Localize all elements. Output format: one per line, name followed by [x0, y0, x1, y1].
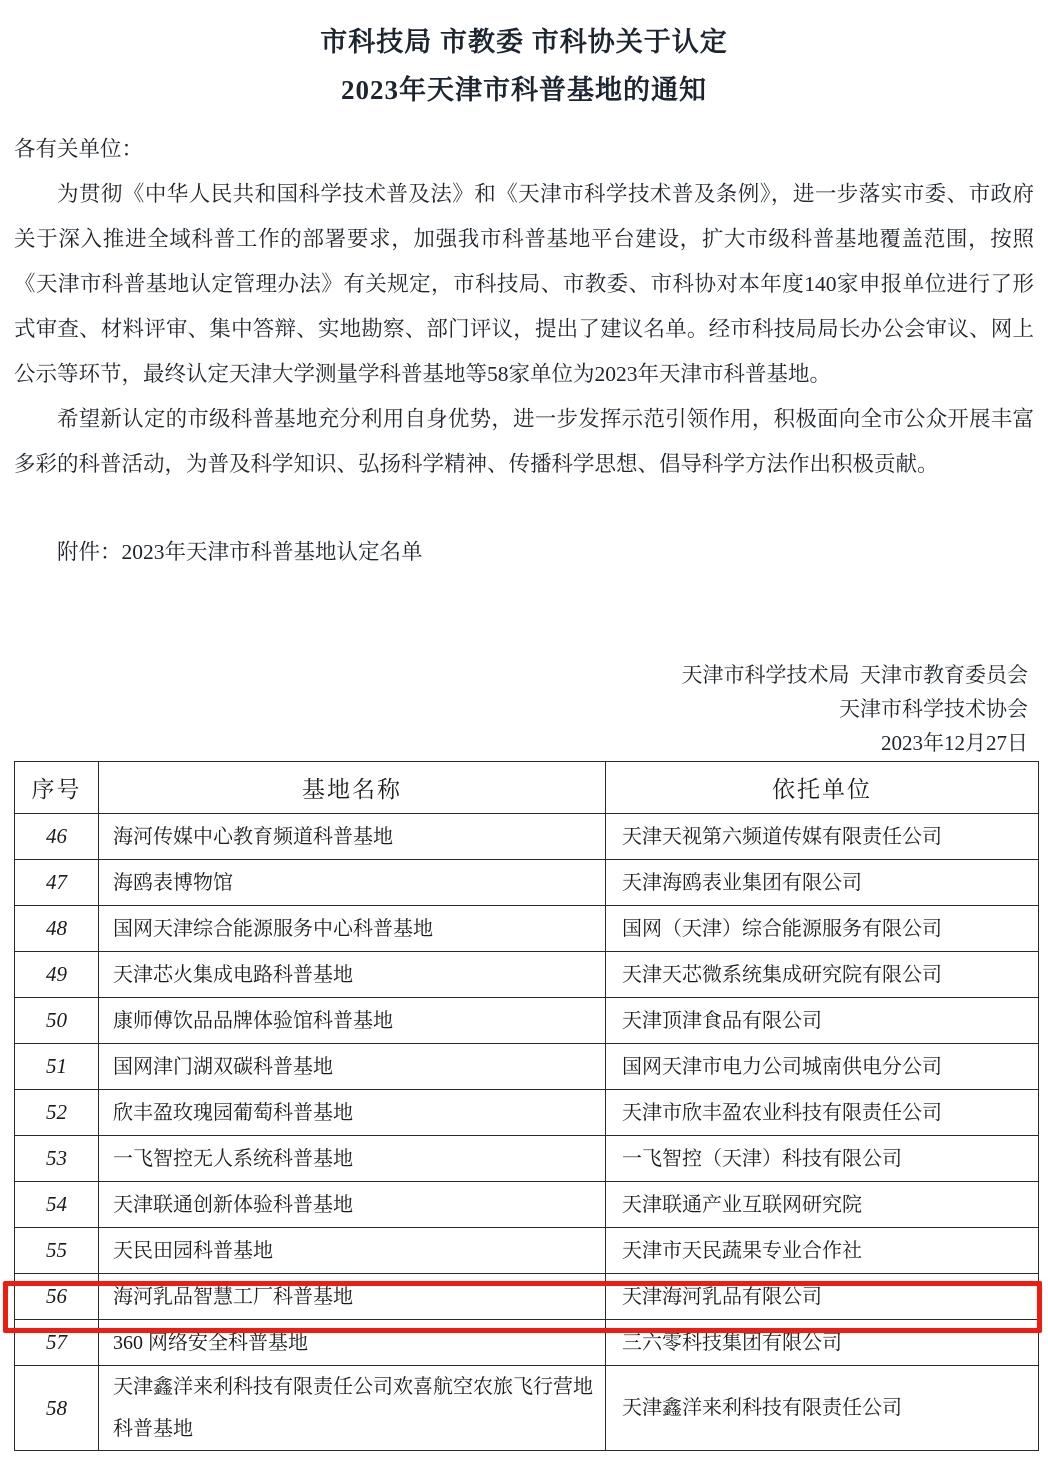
cell-sequence-number: 52: [15, 1090, 99, 1136]
cell-sequence-number: 57: [15, 1320, 99, 1366]
document-body: [0, 114, 1048, 573]
cell-base-name: 一飞智控无人系统科普基地: [99, 1136, 606, 1182]
signature-block: [0, 658, 1048, 760]
cell-base-name: 天津联通创新体验科普基地: [99, 1182, 606, 1228]
issuing-agencies-line-2: 天津市科学技术协会: [839, 697, 1028, 721]
table-row: [15, 1228, 1039, 1274]
column-header-no: 序号: [15, 762, 99, 814]
cell-base-name: 欣丰盈玫瑰园葡萄科普基地: [99, 1090, 606, 1136]
base-list-table: [14, 761, 1039, 1451]
table-row: [15, 1366, 1039, 1451]
table-row: [15, 1136, 1039, 1182]
table-row: [15, 1274, 1039, 1320]
cell-supporting-unit: 天津海河乳品有限公司: [606, 1274, 1039, 1320]
cell-supporting-unit: 天津鑫洋来利科技有限责任公司: [606, 1366, 1039, 1451]
cell-sequence-number: 48: [15, 906, 99, 952]
cell-base-name: 360 网络安全科普基地: [99, 1320, 606, 1366]
cell-supporting-unit: 天津联通产业互联网研究院: [606, 1182, 1039, 1228]
cell-supporting-unit: 天津天芯微系统集成研究院有限公司: [606, 952, 1039, 998]
table-row: [15, 1320, 1039, 1366]
table-header-row: [15, 762, 1039, 814]
page-title: [0, 0, 1048, 114]
cell-base-name: 海河传媒中心教育频道科普基地: [99, 814, 606, 860]
issue-date: 2023年12月27日: [881, 731, 1028, 755]
cell-base-name: 康师傅饮品品牌体验馆科普基地: [99, 998, 606, 1044]
cell-supporting-unit: 天津顶津食品有限公司: [606, 998, 1039, 1044]
base-list-table-wrapper: [14, 761, 1038, 1451]
cell-sequence-number: 51: [15, 1044, 99, 1090]
table-body: [15, 814, 1039, 1451]
cell-sequence-number: 55: [15, 1228, 99, 1274]
body-paragraph-2: 希望新认定的市级科普基地充分利用自身优势，进一步发挥示范引领作用，积极面向全市公众开展丰富多彩的科普活动，为普及科学知识、弘扬科学精神、传播科学思想、倡导科学方法作出积极贡献。: [14, 407, 1034, 476]
cell-base-name: 国网津门湖双碳科普基地: [99, 1044, 606, 1090]
body-paragraph-1: 为贯彻《中华人民共和国科学技术普及法》和《天津市科学技术普及条例》，进一步落实市委、市政府关于深入推进全域科普工作的部署要求，加强我市科普基地平台建设，扩大市级科普基地覆盖范围，按照《天津市科普基地认定管理办法》有关规定，市科技局、市教委、市科协对本年度140家申报单位进行了形式审查、材料评审、集中答辩、实地勘察、部门评议，提出了建议名单。经市科技局局长办公会审议、网上公示等环节，最终认定天津大学测量学科普基地等58家单位为2023年天津市科普基地。: [14, 182, 1034, 386]
cell-supporting-unit: 国网（天津）综合能源服务有限公司: [606, 906, 1039, 952]
cell-sequence-number: 49: [15, 952, 99, 998]
cell-sequence-number: 54: [15, 1182, 99, 1228]
cell-supporting-unit: 天津天视第六频道传媒有限责任公司: [606, 814, 1039, 860]
issuing-agencies-line-1: 天津市科学技术局 天津市教育委员会: [681, 663, 1028, 687]
title-line-1: 市科技局 市教委 市科协关于认定: [320, 27, 728, 57]
salutation: 各有关单位：: [14, 137, 144, 161]
cell-sequence-number: 56: [15, 1274, 99, 1320]
cell-supporting-unit: 天津市欣丰盈农业科技有限责任公司: [606, 1090, 1039, 1136]
table-row: [15, 1090, 1039, 1136]
cell-sequence-number: 46: [15, 814, 99, 860]
table-row: [15, 906, 1039, 952]
attachment-line: 附件：2023年天津市科普基地认定名单: [57, 540, 423, 564]
table-row: [15, 1044, 1039, 1090]
cell-supporting-unit: 一飞智控（天津）科技有限公司: [606, 1136, 1039, 1182]
column-header-org: 依托单位: [606, 762, 1039, 814]
cell-sequence-number: 47: [15, 860, 99, 906]
table-row: [15, 814, 1039, 860]
cell-base-name: 天津鑫洋来利科技有限责任公司欢喜航空农旅飞行营地科普基地: [99, 1366, 606, 1451]
cell-base-name: 国网天津综合能源服务中心科普基地: [99, 906, 606, 952]
cell-base-name: 海鸥表博物馆: [99, 860, 606, 906]
cell-sequence-number: 53: [15, 1136, 99, 1182]
cell-supporting-unit: 天津市天民蔬果专业合作社: [606, 1228, 1039, 1274]
cell-base-name: 天民田园科普基地: [99, 1228, 606, 1274]
table-row: [15, 998, 1039, 1044]
cell-supporting-unit: 天津海鸥表业集团有限公司: [606, 860, 1039, 906]
title-line-2: 2023年天津市科普基地的通知: [341, 75, 707, 105]
table-row: [15, 860, 1039, 906]
cell-sequence-number: 50: [15, 998, 99, 1044]
cell-base-name: 海河乳品智慧工厂科普基地: [99, 1274, 606, 1320]
table-row: [15, 952, 1039, 998]
cell-sequence-number: 58: [15, 1366, 99, 1451]
column-header-name: 基地名称: [99, 762, 606, 814]
cell-supporting-unit: 国网天津市电力公司城南供电分公司: [606, 1044, 1039, 1090]
cell-base-name: 天津芯火集成电路科普基地: [99, 952, 606, 998]
table-row: [15, 1182, 1039, 1228]
cell-supporting-unit: 三六零科技集团有限公司: [606, 1320, 1039, 1366]
